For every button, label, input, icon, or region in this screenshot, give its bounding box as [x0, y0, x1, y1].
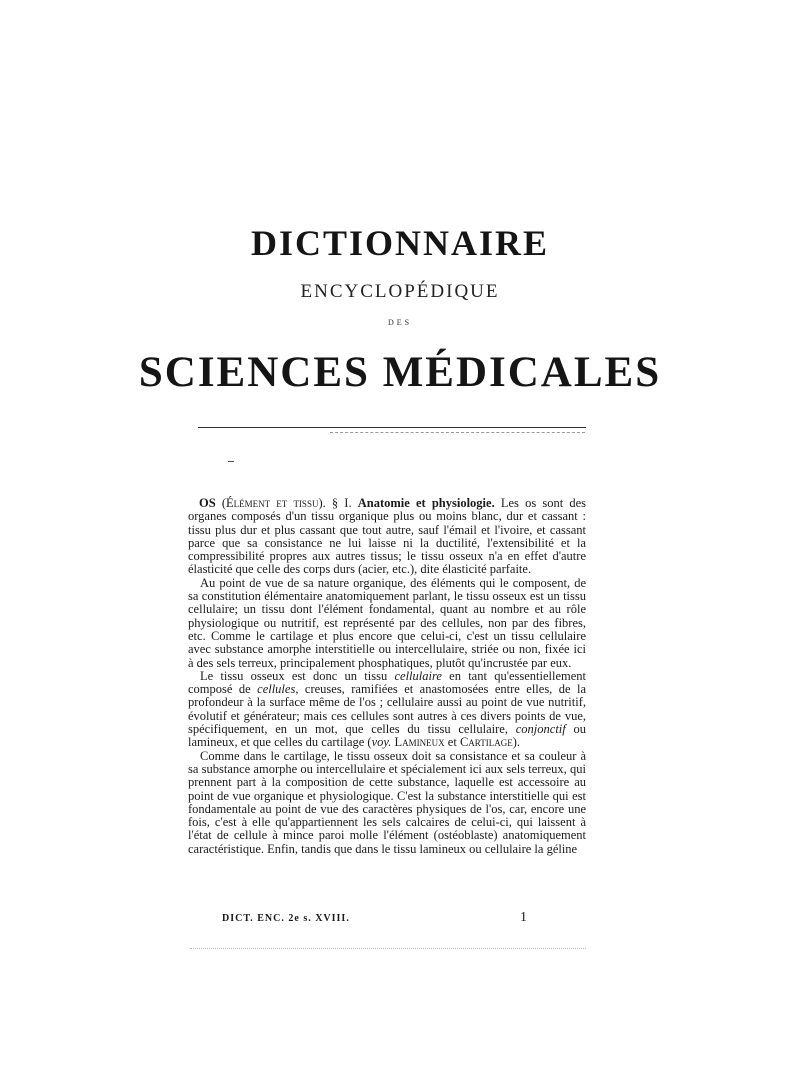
- paragraph-3: [188, 670, 586, 750]
- paragraph-1: [188, 497, 586, 577]
- p3-ital-cellulaire: cellulaire: [394, 668, 442, 683]
- p3-part-a: Le tissu osseux est donc un tissu: [200, 668, 388, 683]
- p3-sc-lamineux: Lamineux: [394, 735, 445, 750]
- signature-mark: DICT. ENC. 2e s. XVIII.: [222, 913, 350, 924]
- p3-part-c: , creuses, ramifiées et anastomosées entre elles, de la profondeur à la surface même de l'os ; cellulaire aussi au point de vue nutritif, évolutif et générateur; mais ces cellules sont autres à ces divers points de vue, spécifiquement, en un mot, que celles du tissu cellulaire,: [188, 682, 587, 737]
- p3-ital-conjonctif: conjonctif: [515, 722, 566, 737]
- dictionary-title: DICTIONNAIRE: [250, 223, 550, 263]
- paragraph-4: Comme dans le cartilage, le tissu osseux doit sa consistance et sa couleur à sa substance amorphe ou intercellulaire et spécialement ici aux sels terreux, qui prennent part à la composition de cette substance, laquelle est accessoire au point de vue organique et physiologique. C'est la substance interstitielle qui est fondamentale au point de vue des caractères physiques de l'os, car, encore une fois, c'est à elle qu'appartiennent les sels calcaires de celui-ci, qui laissent à l'état de cellule à mince paroi molle l'élément (ostéoblaste) anatomiquement caractéristique. Enfin, tandis que dans le tissu lamineux ou cellulaire la géline: [188, 748, 586, 856]
- section-mark: § I.: [331, 496, 352, 510]
- dictionary-subtitle: ENCYCLOPÉDIQUE: [300, 281, 500, 302]
- p3-part-f: ).: [512, 735, 521, 750]
- p3-part-b: en tant qu'essentiellement composé de: [188, 668, 586, 697]
- dictionary-des: DES: [387, 318, 413, 327]
- bottom-rule: [190, 948, 586, 949]
- title-rule: [198, 427, 586, 428]
- page-number: 1: [520, 910, 527, 925]
- p3-ital-voy: voy.: [371, 735, 392, 750]
- paragraph-1-text: Les os sont des organes composés d'un tissu organique plus ou moins blanc, dur et cassant : tissu plus dur et plus cassant que tout autre, sauf l'émail et l'ivoire, et cassant parce que sa consistance ne lui laisse ni la ductilité, l'extensibilité et la compressibilité propres aux autres tissus; le tissu osseux n'a en effet d'autre élasticité que celle des corps durs (acier, etc.), dite élasticité parfaite.: [188, 496, 587, 577]
- p3-ital-cellules: cellules: [257, 682, 296, 697]
- article-headword: OS: [199, 496, 216, 510]
- section-title: Anatomie et physiologie.: [357, 496, 495, 510]
- article-body: [188, 497, 586, 856]
- stray-mark: [228, 461, 234, 462]
- p3-sc-cartilage: Cartilage: [459, 735, 513, 750]
- p3-part-d: ou lamineux, et que celles du cartilage (: [188, 722, 587, 750]
- paragraph-2: Au point de vue de sa nature organique, des éléments qui le composent, de sa constitution élémentaire anatomiquement parlant, le tissu osseux est un tissu cellulaire; un tissu dont l'élément fondamental, quant au nombre et au rôle physiologique ou nutritif, est représenté par des cellules, non par des fibres, etc. Comme le cartilage et plus encore que celui-ci, c'est un tissu cellulaire avec substance amorphe interstitielle ou intercellulaire, striée ou non, fixée ici à des sels terreux, principalement phosphatiques, plutôt qu'incrustée par eux.: [188, 575, 586, 670]
- title-rule-secondary: [330, 432, 585, 433]
- article-headword-paren: (Élément et tissu).: [221, 496, 326, 510]
- p3-part-e: et: [447, 735, 457, 750]
- dictionary-main-title: SCIENCES MÉDICALES: [138, 349, 662, 396]
